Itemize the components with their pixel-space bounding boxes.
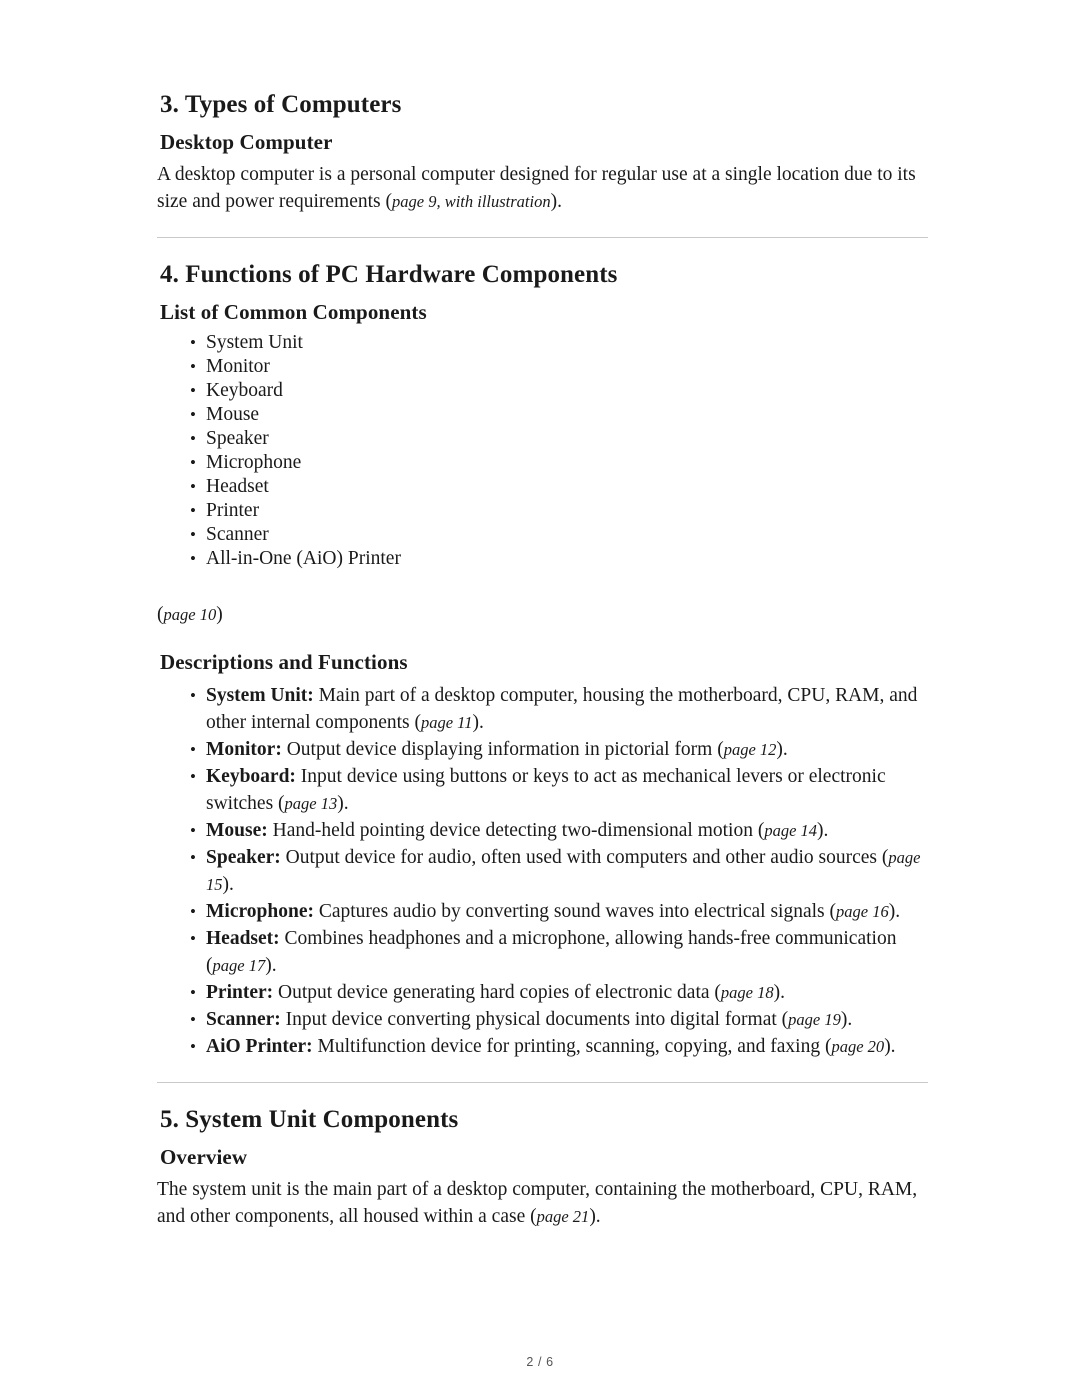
section-divider-1: [157, 237, 928, 238]
term-description: Input device converting physical documents into digital format (: [280, 1008, 789, 1030]
term-description-tail: ).: [472, 711, 484, 733]
list-item: • All-in-One (AiO) Printer: [157, 547, 929, 571]
page-reference: page 12: [723, 739, 777, 759]
list-item: • Headset: [157, 475, 929, 499]
component-list: [157, 331, 929, 571]
term-label: Headset:: [206, 927, 280, 949]
page-reference: page 16: [836, 901, 889, 921]
term-label: Keyboard:: [206, 765, 296, 787]
page-footer: 2 / 6: [526, 1355, 554, 1369]
term-description: Captures audio by converting sound waves into electrical signals (: [313, 900, 837, 922]
section-system-unit-components: [157, 1105, 929, 1230]
page-reference: page 15: [206, 847, 921, 894]
list-item: • System Unit: [157, 331, 929, 355]
list-item: [157, 736, 929, 763]
subheading-descriptions-and-functions: Descriptions and Functions: [160, 650, 408, 675]
page-reference: page 9, with illustration: [392, 192, 551, 212]
term-label: Monitor:: [206, 738, 282, 760]
page-reference: page 14: [764, 820, 818, 840]
list-item: [157, 925, 929, 979]
section-functions-of-pc-hardware: [157, 260, 929, 1059]
paragraph-text: A desktop computer is a personal computer designed for regular use at a single location due to its size and power requirements (: [157, 164, 916, 213]
section-divider-2: [157, 1082, 928, 1083]
section-heading-5: 5. System Unit Components: [160, 1105, 459, 1133]
list-item: • Microphone: [157, 451, 929, 475]
term-description: Output device for audio, often used with computers and other audio sources (: [280, 846, 889, 868]
term-label: Scanner:: [206, 1008, 281, 1030]
term-description-tail: ).: [337, 792, 349, 814]
term-label: Microphone:: [206, 900, 314, 922]
page-reference: page 11: [420, 712, 473, 732]
term-description-tail: ).: [265, 954, 277, 976]
term-label: System Unit:: [206, 684, 314, 706]
term-description-tail: ).: [776, 738, 788, 760]
list-item: • Monitor: [157, 355, 929, 379]
list-item: [157, 817, 929, 844]
list-item: • Keyboard: [157, 379, 929, 403]
page-reference: page 18: [720, 982, 774, 1002]
page-reference: page 19: [788, 1009, 841, 1029]
term-label: Speaker:: [206, 846, 281, 868]
term-description: Output device generating hard copies of electronic data (: [273, 981, 721, 1003]
list-page-reference: [157, 601, 929, 628]
list-item: [157, 763, 929, 817]
term-label: Mouse:: [206, 819, 268, 841]
list-item: • Mouse: [157, 403, 929, 427]
spacer: [157, 628, 929, 650]
subheading-list-of-common-components: List of Common Components: [160, 300, 427, 325]
paragraph-desktop-computer: [157, 161, 929, 215]
paragraph-text: The system unit is the main part of a desktop computer, containing the motherboard, CPU, RAM, and other components, all housed within a case (: [157, 1178, 918, 1227]
description-list: [157, 682, 929, 1060]
section-types-of-computers: [157, 90, 929, 215]
paragraph-text-tail: ).: [550, 191, 562, 213]
list-item: • Speaker: [157, 427, 929, 451]
page-reference: page 13: [284, 793, 338, 813]
term-description-tail: ).: [884, 1035, 896, 1057]
paren-open: (: [157, 604, 164, 626]
page-reference: page 17: [212, 955, 266, 975]
list-item: [157, 1006, 929, 1033]
paragraph-overview: [157, 1176, 929, 1230]
list-item: • Printer: [157, 499, 929, 523]
term-description-tail: ).: [222, 873, 234, 895]
term-label: AiO Printer:: [206, 1035, 313, 1057]
paragraph-text-tail: ).: [589, 1205, 601, 1227]
list-item: [157, 844, 929, 898]
term-description: Input device using buttons or keys to act as mechanical levers or electronic switches (: [206, 765, 886, 814]
term-description: Main part of a desktop computer, housing the motherboard, CPU, RAM, and other internal components (: [206, 684, 918, 733]
section-heading-4: 4. Functions of PC Hardware Components: [160, 261, 618, 289]
list-item: • Scanner: [157, 523, 929, 547]
subheading-overview: Overview: [160, 1144, 248, 1169]
paren-close: ): [216, 604, 223, 626]
page-reference: page 21: [536, 1206, 590, 1226]
term-description-tail: ).: [888, 900, 901, 922]
term-description: Combines headphones and a microphone, allowing hands-free communication (: [206, 927, 897, 976]
term-label: Printer:: [206, 981, 274, 1003]
section-heading-3: 3. Types of Computers: [160, 91, 402, 118]
subheading-desktop-computer: Desktop Computer: [160, 130, 333, 154]
list-item: [157, 1033, 929, 1060]
term-description: Hand-held pointing device detecting two-dimensional motion (: [267, 819, 765, 841]
list-item: [157, 898, 929, 925]
list-item: [157, 979, 929, 1006]
page-reference: page 20: [831, 1036, 885, 1056]
term-description: Multifunction device for printing, scanning, copying, and faxing (: [312, 1035, 832, 1057]
term-description-tail: ).: [817, 819, 829, 841]
page-reference: page 10: [163, 605, 217, 625]
term-description: Output device displaying information in pictorial form (: [281, 738, 724, 760]
term-description-tail: ).: [773, 981, 785, 1003]
term-description-tail: ).: [840, 1008, 853, 1030]
list-item: [157, 682, 929, 736]
document-content: [157, 90, 929, 1230]
